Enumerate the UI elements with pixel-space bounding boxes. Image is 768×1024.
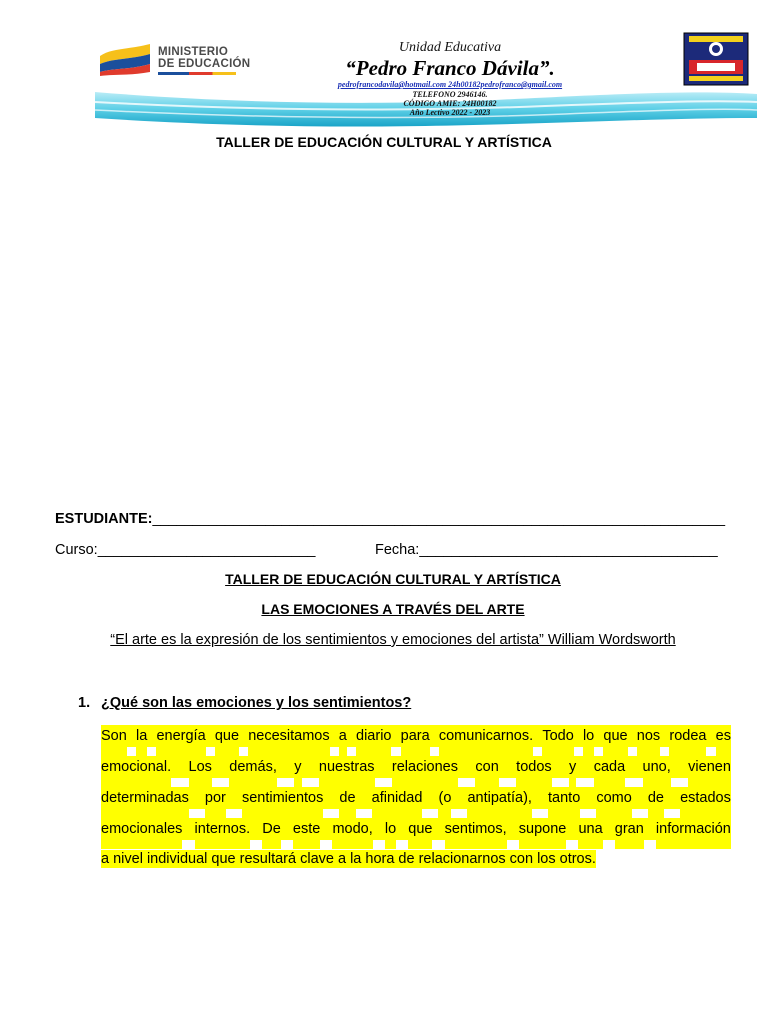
answer-word: nos	[637, 725, 660, 756]
answer-word: comunicarnos.	[439, 725, 533, 756]
answer-line-3	[101, 787, 731, 818]
student-label: ESTUDIANTE:	[55, 511, 153, 527]
answer-word: diario	[356, 725, 391, 756]
answer-word: modo,	[332, 818, 372, 849]
student-field[interactable]	[55, 508, 725, 527]
course-blank[interactable]: ___________________________	[97, 542, 316, 558]
course-label: Curso:	[55, 542, 98, 558]
answer-word: demás,	[229, 756, 277, 787]
answer-word: para	[401, 725, 430, 756]
answer-word: y	[569, 756, 576, 787]
course-field[interactable]	[55, 539, 315, 558]
answer-word: por	[205, 787, 226, 818]
date-blank[interactable]: _____________________________________	[419, 542, 718, 558]
answer-word: de	[648, 787, 664, 818]
answer-word: sentimos,	[445, 818, 507, 849]
ministry-line1: MINISTERIO	[158, 46, 229, 58]
date-field[interactable]	[375, 539, 718, 558]
school-amie-code: CÓDIGO AMIE: 24H00182	[403, 99, 497, 108]
answer-word: que	[408, 818, 432, 849]
answer-line-2	[101, 756, 731, 787]
answer-word: necesitamos	[248, 725, 329, 756]
answer-word: este	[293, 818, 320, 849]
answer-word: que	[215, 725, 239, 756]
answer-word: sentimientos	[242, 787, 323, 818]
answer-word: energía	[156, 725, 205, 756]
school-info	[300, 40, 600, 117]
date-label: Fecha:	[375, 542, 420, 558]
ministry-line2: DE EDUCACIÓN	[158, 58, 251, 70]
answer-word: cada	[594, 756, 625, 787]
answer-word: a	[339, 725, 347, 756]
question-number: 1.	[78, 695, 91, 711]
answer-word: afinidad	[372, 787, 423, 818]
answer-word: todos	[516, 756, 551, 787]
answer-word: de	[339, 787, 355, 818]
answer-word: vienen	[688, 756, 731, 787]
answer-last-line-text: a nivel individual que resultará clave a la hora de relacionarnos con los otros.	[101, 851, 596, 867]
answer-line-4	[101, 818, 731, 849]
answer-word: que	[603, 725, 627, 756]
answer-word: una	[578, 818, 602, 849]
answer-word: como	[596, 787, 631, 818]
answer-word: la	[136, 725, 147, 756]
answer-line-1	[101, 725, 731, 756]
answer-word: rodea	[669, 725, 706, 756]
school-label: Unidad Educativa	[398, 40, 502, 55]
school-name: “Pedro Franco Dávila”.	[345, 56, 555, 80]
answer-word: uno,	[643, 756, 671, 787]
answer-word: Los	[189, 756, 212, 787]
answer-word: lo	[385, 818, 396, 849]
student-blank[interactable]: _______________________________________________________________________	[152, 511, 726, 527]
answer-word: supone	[519, 818, 567, 849]
answer-word: Son	[101, 725, 127, 756]
answer-word: con	[475, 756, 498, 787]
artist-quote: “El arte es la expresión de los sentimientos y emociones del artista” William Wordsworth	[110, 632, 676, 648]
answer-word: antipatía),	[467, 787, 532, 818]
answer-word: estados	[680, 787, 731, 818]
ecuador-flag-icon	[98, 42, 152, 76]
answer-word: lo	[583, 725, 594, 756]
answer-word: Todo	[542, 725, 573, 756]
ministry-underline	[158, 72, 236, 75]
school-emails[interactable]: pedrofrancodavila@hotmail.com 24h00182pedrofranco@gmail.com	[337, 80, 563, 89]
answer-line-5	[101, 849, 731, 880]
document-header	[0, 0, 768, 135]
school-phone: TELEFONO 2946146.	[412, 90, 488, 99]
answer-paragraph	[101, 725, 731, 880]
section-title: TALLER DE EDUCACIÓN CULTURAL Y ARTÍSTICA	[225, 571, 561, 587]
ministerio-logo	[98, 42, 258, 78]
answer-word: relaciones	[392, 756, 458, 787]
answer-word: emocional.	[101, 756, 171, 787]
answer-word: (o	[438, 787, 451, 818]
answer-word: determinadas	[101, 787, 189, 818]
answer-word: y	[294, 756, 301, 787]
answer-word: internos.	[195, 818, 251, 849]
answer-word: emocionales	[101, 818, 182, 849]
question-text: ¿Qué son las emociones y los sentimientos?	[101, 695, 412, 711]
answer-word: es	[716, 725, 731, 756]
answer-word: tanto	[548, 787, 580, 818]
answer-word: nuestras	[319, 756, 375, 787]
section-subtitle: LAS EMOCIONES A TRAVÉS DEL ARTE	[261, 601, 525, 617]
school-year: Año Lectivo 2022 - 2023	[409, 108, 491, 117]
school-crest-icon	[683, 32, 749, 86]
answer-word: De	[262, 818, 281, 849]
answer-word: información	[656, 818, 731, 849]
answer-word: gran	[615, 818, 644, 849]
top-workshop-title: TALLER DE EDUCACIÓN CULTURAL Y ARTÍSTICA	[216, 134, 552, 150]
